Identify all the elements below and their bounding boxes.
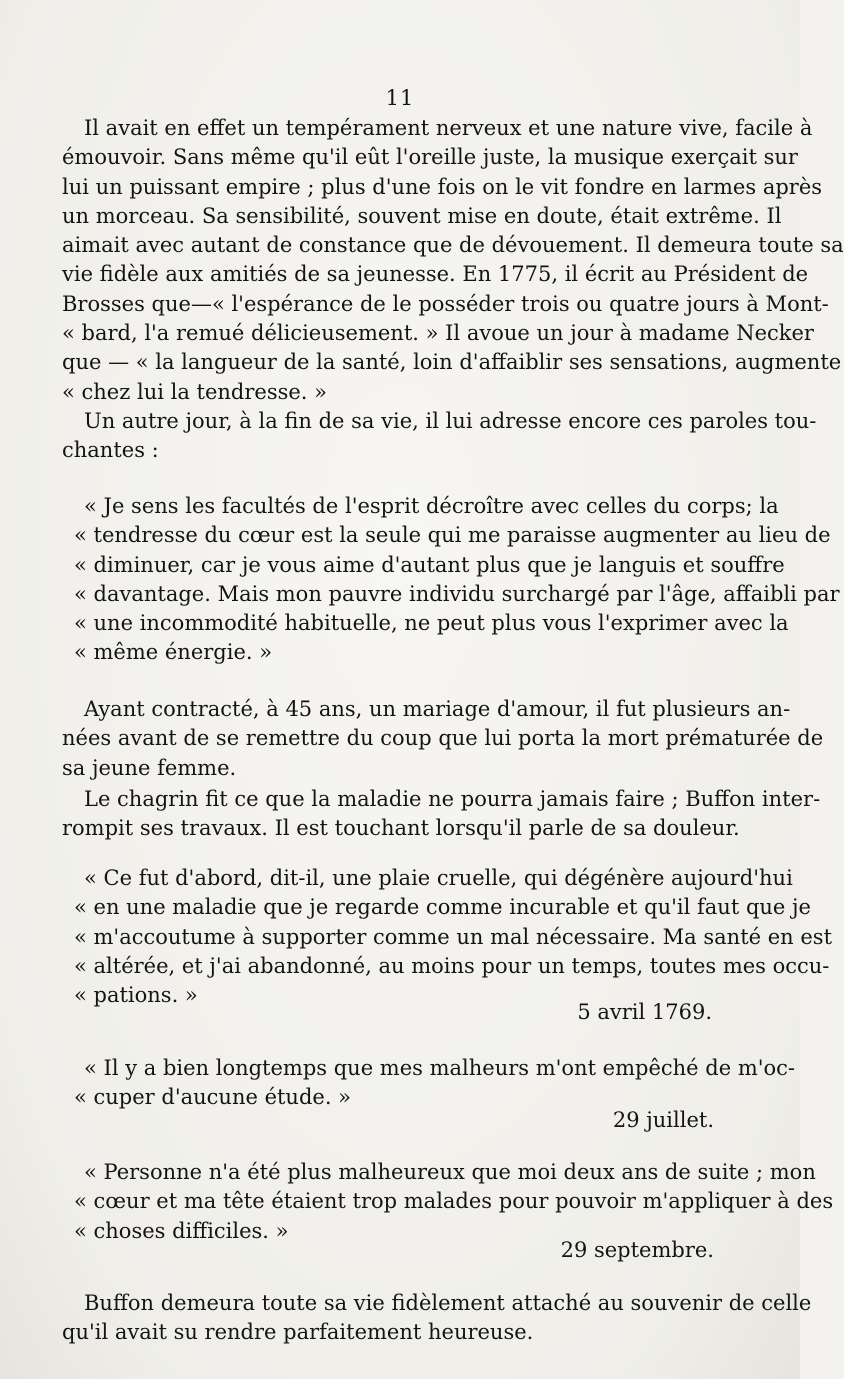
- text-line: sa jeune femme.: [62, 755, 237, 780]
- date-29-juillet: 29 juillet.: [612, 1108, 714, 1132]
- text-line: rompit ses travaux. Il est touchant lorsqu'il parle de sa douleur.: [62, 816, 740, 841]
- quote-facultes: [62, 492, 840, 668]
- text-line: « en une maladie que je regarde comme incurable et qu'il faut que je: [74, 895, 811, 920]
- paragraph-temperament: [62, 114, 844, 407]
- text-line: « choses difficiles. »: [74, 1218, 289, 1243]
- text-line: qu'il avait su rendre parfaitement heureuse.: [62, 1320, 534, 1345]
- text-line: que — « la langueur de la santé, loin d'affaiblir ses sensations, augmente: [62, 350, 842, 375]
- text-line: « une incommodité habituelle, ne peut plus vous l'exprimer avec la: [74, 611, 789, 636]
- text-line: Brosses que—« l'espérance de le posséder trois ou quatre jours à Mont-: [62, 291, 829, 316]
- text-line: aimait avec autant de constance que de dévouement. Il demeura toute sa: [62, 233, 844, 258]
- text-line: un morceau. Sa sensibilité, souvent mise en doute, était extrême. Il: [62, 203, 782, 228]
- text-line: Le chagrin fit ce que la maladie ne pourra jamais faire ; Buffon inter-: [84, 787, 821, 811]
- date-29-septembre: 29 septembre.: [560, 1238, 714, 1262]
- quote-longtemps: [62, 1054, 796, 1113]
- paragraph-mariage: [62, 695, 824, 783]
- text-line: chantes :: [62, 438, 159, 463]
- text-line: Buffon demeura toute sa vie fidèlement attaché au souvenir de celle: [84, 1291, 812, 1315]
- text-line: « Ce fut d'abord, dit-il, une plaie cruelle, qui dégénère aujourd'hui: [84, 866, 793, 890]
- text-line: « tendresse du cœur est la seule qui me paraisse augmenter au lieu de: [74, 523, 831, 548]
- paragraph-autre-jour: [62, 407, 817, 466]
- paragraph-chagrin: [62, 785, 821, 844]
- text-line: Il avait en effet un tempérament nerveux et une nature vive, facile à: [84, 116, 813, 140]
- page-number: 11: [385, 86, 415, 110]
- text-line: « pations. »: [74, 983, 198, 1008]
- text-line: « Il y a bien longtemps que mes malheurs m'ont empêché de m'oc-: [84, 1056, 796, 1080]
- text-line: Un autre jour, à la fin de sa vie, il lui adresse encore ces paroles tou-: [84, 409, 817, 433]
- text-line: « Je sens les facultés de l'esprit décroître avec celles du corps; la: [84, 494, 779, 518]
- text-line: nées avant de se remettre du coup que lui porta la mort prématurée de: [62, 726, 824, 751]
- text-line: « davantage. Mais mon pauvre individu surchargé par l'âge, affaibli par: [74, 581, 840, 606]
- text-line: « même énergie. »: [74, 640, 273, 665]
- quote-personne: [62, 1158, 834, 1246]
- text-line: « altérée, et j'ai abandonné, au moins pour un temps, toutes mes occu-: [74, 953, 830, 978]
- date-5-avril: 5 avril 1769.: [577, 1000, 712, 1024]
- text-line: Ayant contracté, à 45 ans, un mariage d'amour, il fut plusieurs an-: [84, 697, 791, 721]
- text-line: « m'accoutume à supporter comme un mal nécessaire. Ma santé en est: [74, 924, 833, 949]
- text-line: lui un puissant empire ; plus d'une fois on le vit fondre en larmes après: [62, 174, 823, 199]
- text-line: vie fidèle aux amitiés de sa jeunesse. En 1775, il écrit au Président de: [62, 262, 809, 287]
- paragraph-souvenir: [62, 1289, 812, 1348]
- text-line: émouvoir. Sans même qu'il eût l'oreille juste, la musique exerçait sur: [62, 145, 798, 170]
- quote-plaie-cruelle: [62, 864, 833, 1010]
- text-line: « bard, l'a remué délicieusement. » Il avoue un jour à madame Necker: [62, 321, 814, 346]
- text-line: « chez lui la tendresse. »: [62, 379, 328, 404]
- text-line: « cuper d'aucune étude. »: [74, 1085, 352, 1110]
- text-line: « Personne n'a été plus malheureux que moi deux ans de suite ; mon: [84, 1160, 816, 1184]
- text-line: « diminuer, car je vous aime d'autant plus que je languis et souffre: [74, 552, 785, 577]
- text-line: « cœur et ma tête étaient trop malades pour pouvoir m'appliquer à des: [74, 1189, 834, 1214]
